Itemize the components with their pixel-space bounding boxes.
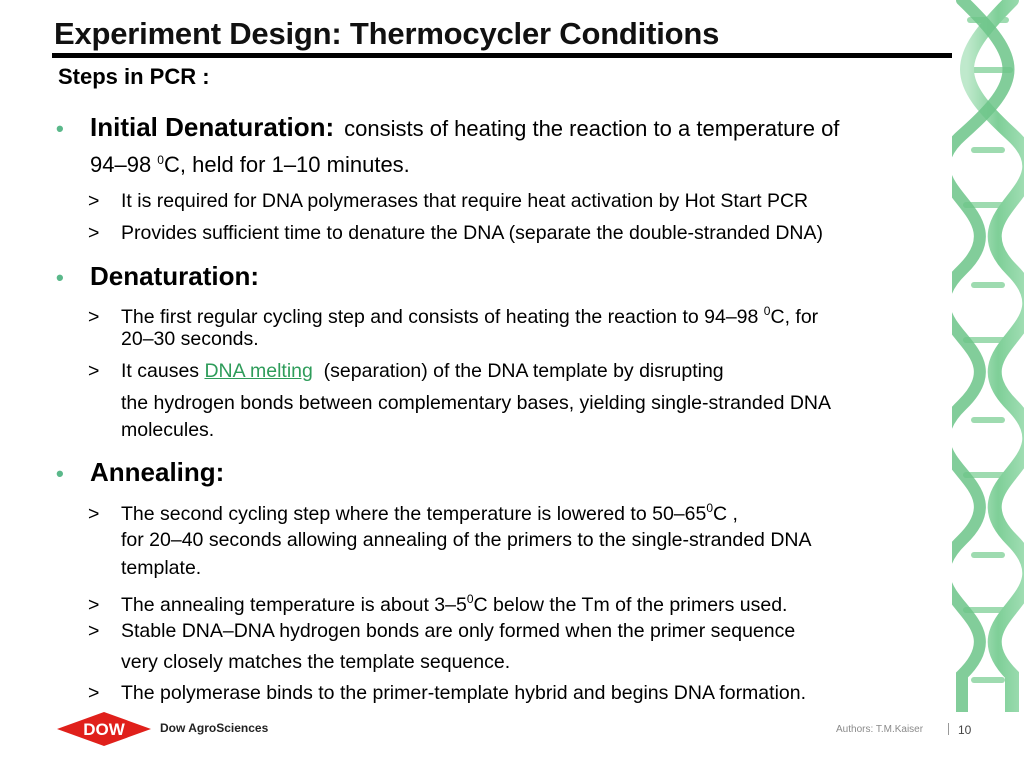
superscript: 0	[466, 592, 474, 606]
sub-item	[88, 220, 823, 246]
dna-melting-link[interactable]: DNA melting	[204, 360, 313, 382]
sub-marker: >	[88, 503, 100, 525]
sub-item	[88, 358, 724, 384]
section-heading-denaturation: Denaturation:	[90, 261, 259, 291]
sub-text: It is required for DNA polymerases that require heat activation by Hot Start PCR	[121, 190, 809, 212]
sub-continuation: for 20–40 seconds allowing annealing of the primers to the single-stranded DNA	[121, 529, 812, 551]
superscript: 0	[157, 153, 164, 167]
sub-item	[88, 680, 806, 706]
sub-continuation: molecules.	[121, 419, 215, 441]
dow-logo-icon	[56, 711, 152, 747]
footer-separator	[948, 723, 949, 735]
sub-continuation: 20–30 seconds.	[121, 328, 259, 350]
superscript: 0	[706, 501, 714, 515]
slide-subtitle: Steps in PCR :	[58, 64, 210, 89]
sub-text: C below the Tm of the primers used.	[473, 594, 788, 616]
title-underline	[52, 53, 952, 58]
superscript: 0	[763, 304, 771, 318]
sub-item	[88, 586, 787, 618]
heading-text: Initial Denaturation:	[90, 112, 335, 142]
sub-marker: >	[88, 222, 100, 244]
initial-line-2	[90, 152, 410, 178]
sub-continuation: the hydrogen bonds between complementary bases, yielding single-stranded DNA	[121, 392, 831, 414]
sub-marker: >	[88, 306, 100, 328]
sub-text: C ,	[713, 503, 738, 525]
bullet-marker: •	[56, 265, 64, 290]
sub-text: C, for	[770, 306, 819, 328]
text-run: C, held for 1–10 minutes.	[163, 152, 410, 177]
text-run: 94–98	[90, 152, 158, 177]
sub-text: The annealing temperature is about 3–5	[121, 594, 467, 616]
sub-continuation: template.	[121, 557, 202, 579]
slide-title: Experiment Design: Thermocycler Conditions	[54, 16, 720, 51]
sub-continuation: very closely matches the template sequence.	[121, 651, 511, 673]
logo-text: DOW	[83, 720, 125, 739]
sub-text: (separation) of the DNA template by disrupting	[312, 360, 724, 382]
sub-marker: >	[88, 682, 100, 704]
bullet-marker: •	[56, 116, 64, 141]
sub-item	[88, 618, 795, 644]
sub-text: Stable DNA–DNA hydrogen bonds are only formed when the primer sequence	[121, 620, 796, 642]
sub-marker: >	[88, 620, 100, 642]
sub-text: The polymerase binds to the primer-template hybrid and begins DNA formation.	[121, 682, 807, 704]
footer-brand: Dow AgroSciences	[160, 721, 269, 735]
bullet-marker: •	[56, 461, 64, 486]
sub-marker: >	[88, 190, 100, 212]
sub-text: The first regular cycling step and consists of heating the reaction to 94–98	[121, 306, 764, 328]
page-number: 10	[958, 723, 972, 737]
dna-helix-icon	[952, 0, 1024, 712]
sub-text: It causes	[121, 360, 205, 382]
sub-text: The second cycling step where the temperature is lowered to 50–65	[121, 503, 707, 525]
section-heading-annealing: Annealing:	[90, 457, 225, 487]
sub-text: Provides sufficient time to denature the DNA (separate the double-stranded DNA)	[121, 222, 824, 244]
sub-marker: >	[88, 360, 100, 382]
footer-authors: Authors: T.M.Kaiser	[836, 724, 924, 735]
heading-lead-text: consists of heating the reaction to a temperature of	[344, 116, 840, 141]
sub-item	[88, 495, 738, 527]
sub-marker: >	[88, 594, 100, 616]
section-heading-initial-denaturation	[90, 112, 839, 143]
sub-item	[88, 188, 808, 214]
